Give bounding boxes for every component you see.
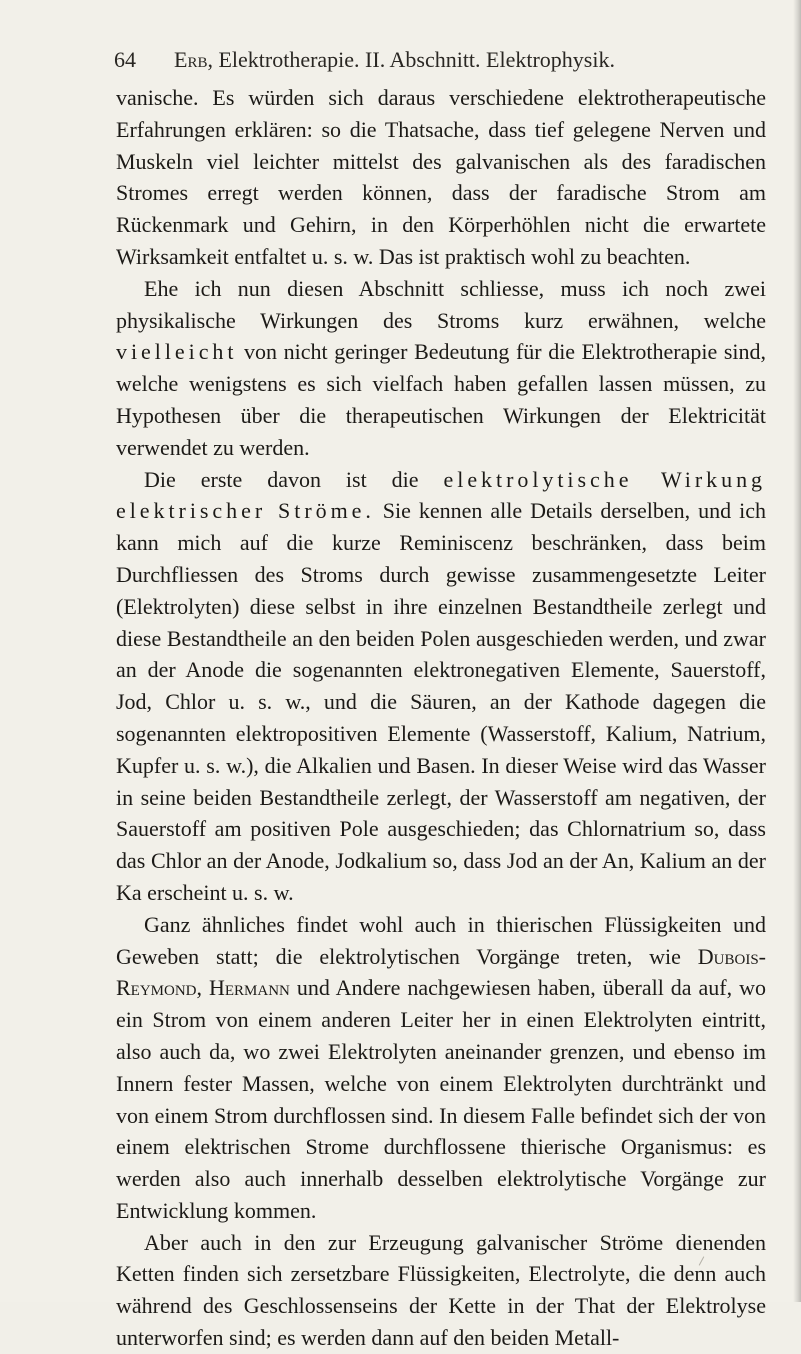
body-text [116,82,766,1354]
paragraph-1 [116,82,766,273]
page-number: 64 [114,47,136,72]
paragraph-2-text-b: von nicht geringer Bedeutung für die Elektrotherapie sind, welche wenigstens es sich vielfach haben gefallen lassen müssen, zu Hypothesen über die therapeutischen Wirkungen der Elektricität verwendet zu werden. [116,339,766,460]
paragraph-4-comma: , [196,975,209,1001]
name-dubois-reymond: Dubois-Reymond [116,943,766,1001]
header-author: Erb, [174,47,213,72]
paragraph-3-text-a: Die erste davon ist die [144,466,444,492]
running-header [114,46,764,74]
paragraph-4-text-a: Ganz ähnliches findet wohl auch in thierischen Flüssigkeiten und Geweben statt; die elektrolytischen Vorgänge treten, wie [116,911,766,969]
paragraph-4 [116,909,766,1227]
emphasis-elektrolytische-wirkung: elektrolytische Wirkung elektrischer Ströme. [116,466,766,524]
paragraph-3-text-b: Sie kennen alle Details derselben, und ich kann mich auf die kurze Reminiscenz beschränken, dass beim Durchfliessen des Stroms durch gewisse zusammengesetzte Leiter (Elektrolyten) diese selbst in ihre einzelnen Bestandtheile zerlegt und diese Bestandtheile an den beiden Polen ausgeschieden werden, und zwar an der Anode die sogenannten elektronegativen Elemente, Sauerstoff, Jod, Chlor u. s. w., und die Säuren, an der Kathode dagegen die sogenannten elektropositiven Elemente (Wasserstoff, Kalium, Natrium, Kupfer u. s. w.), die Alkalien und Basen. In dieser Weise wird das Wasser in seine beiden Bestandtheile zerlegt, der Wasserstoff am negativen, der Sauerstoff am positiven Pole ausgeschieden; das Chlornatrium so, dass das Chlor an der Anode, Jodkalium so, dass Jod an der An, Kalium an der Ka erscheint u. s. w. [116,498,766,905]
header-title: Elektrotherapie. II. Abschnitt. Elektrophysik. [212,47,615,72]
paragraph-2 [116,273,766,464]
paragraph-4-text-b: und Andere nachgewiesen haben, überall da auf, wo ein Strom von einem anderen Leiter her in einen Elektrolyten eintritt, also auch da, wo zwei Elektrolyten aneinander grenzen, und ebenso im Innern fester Massen, welche von einem Elektrolyten durchtränkt und von einem Strom durchflossen sind. In diesem Falle befindet sich der von einem elektrischen Strome durchflossene thierische Organismus: es werden also auch innerhalb desselben elektrolytische Vorgänge zur Entwicklung kommen. [116,975,766,1223]
paragraph-5 [116,1227,766,1354]
paragraph-2-text-a: Ehe ich nun diesen Abschnitt schliesse, muss ich noch zwei physikalische Wirkungen des Stroms kurz erwähnen, welche [116,275,766,333]
name-hermann: Hermann [209,975,290,1001]
page-edge-shadow [793,0,801,1302]
paragraph-3 [116,464,766,909]
paragraph-1-text: vanische. Es würden sich daraus verschiedene elektrotherapeutische Erfahrungen erklären: so die Thatsache, dass tief gelegene Nerven und Muskeln viel leichter mittelst des galvanischen als des faradischen Stromes erregt werden können, dass der faradische Strom am Rückenmark und Gehirn, in den Körperhöhlen nicht die erwartete Wirksamkeit entfaltet u. s. w. Das ist praktisch wohl zu beachten. [116,85,766,269]
paragraph-5-text: Aber auch in den zur Erzeugung galvanischer Ströme dienenden Ketten finden sich zersetzbare Flüssigkeiten, Electrolyte, die denn auch während des Geschlossenseins der Kette in der That der Elektrolyse unterworfen sind; es werden dann auf den beiden Metall- [116,1229,766,1351]
emphasis-vielleicht: vielleicht [116,339,238,365]
